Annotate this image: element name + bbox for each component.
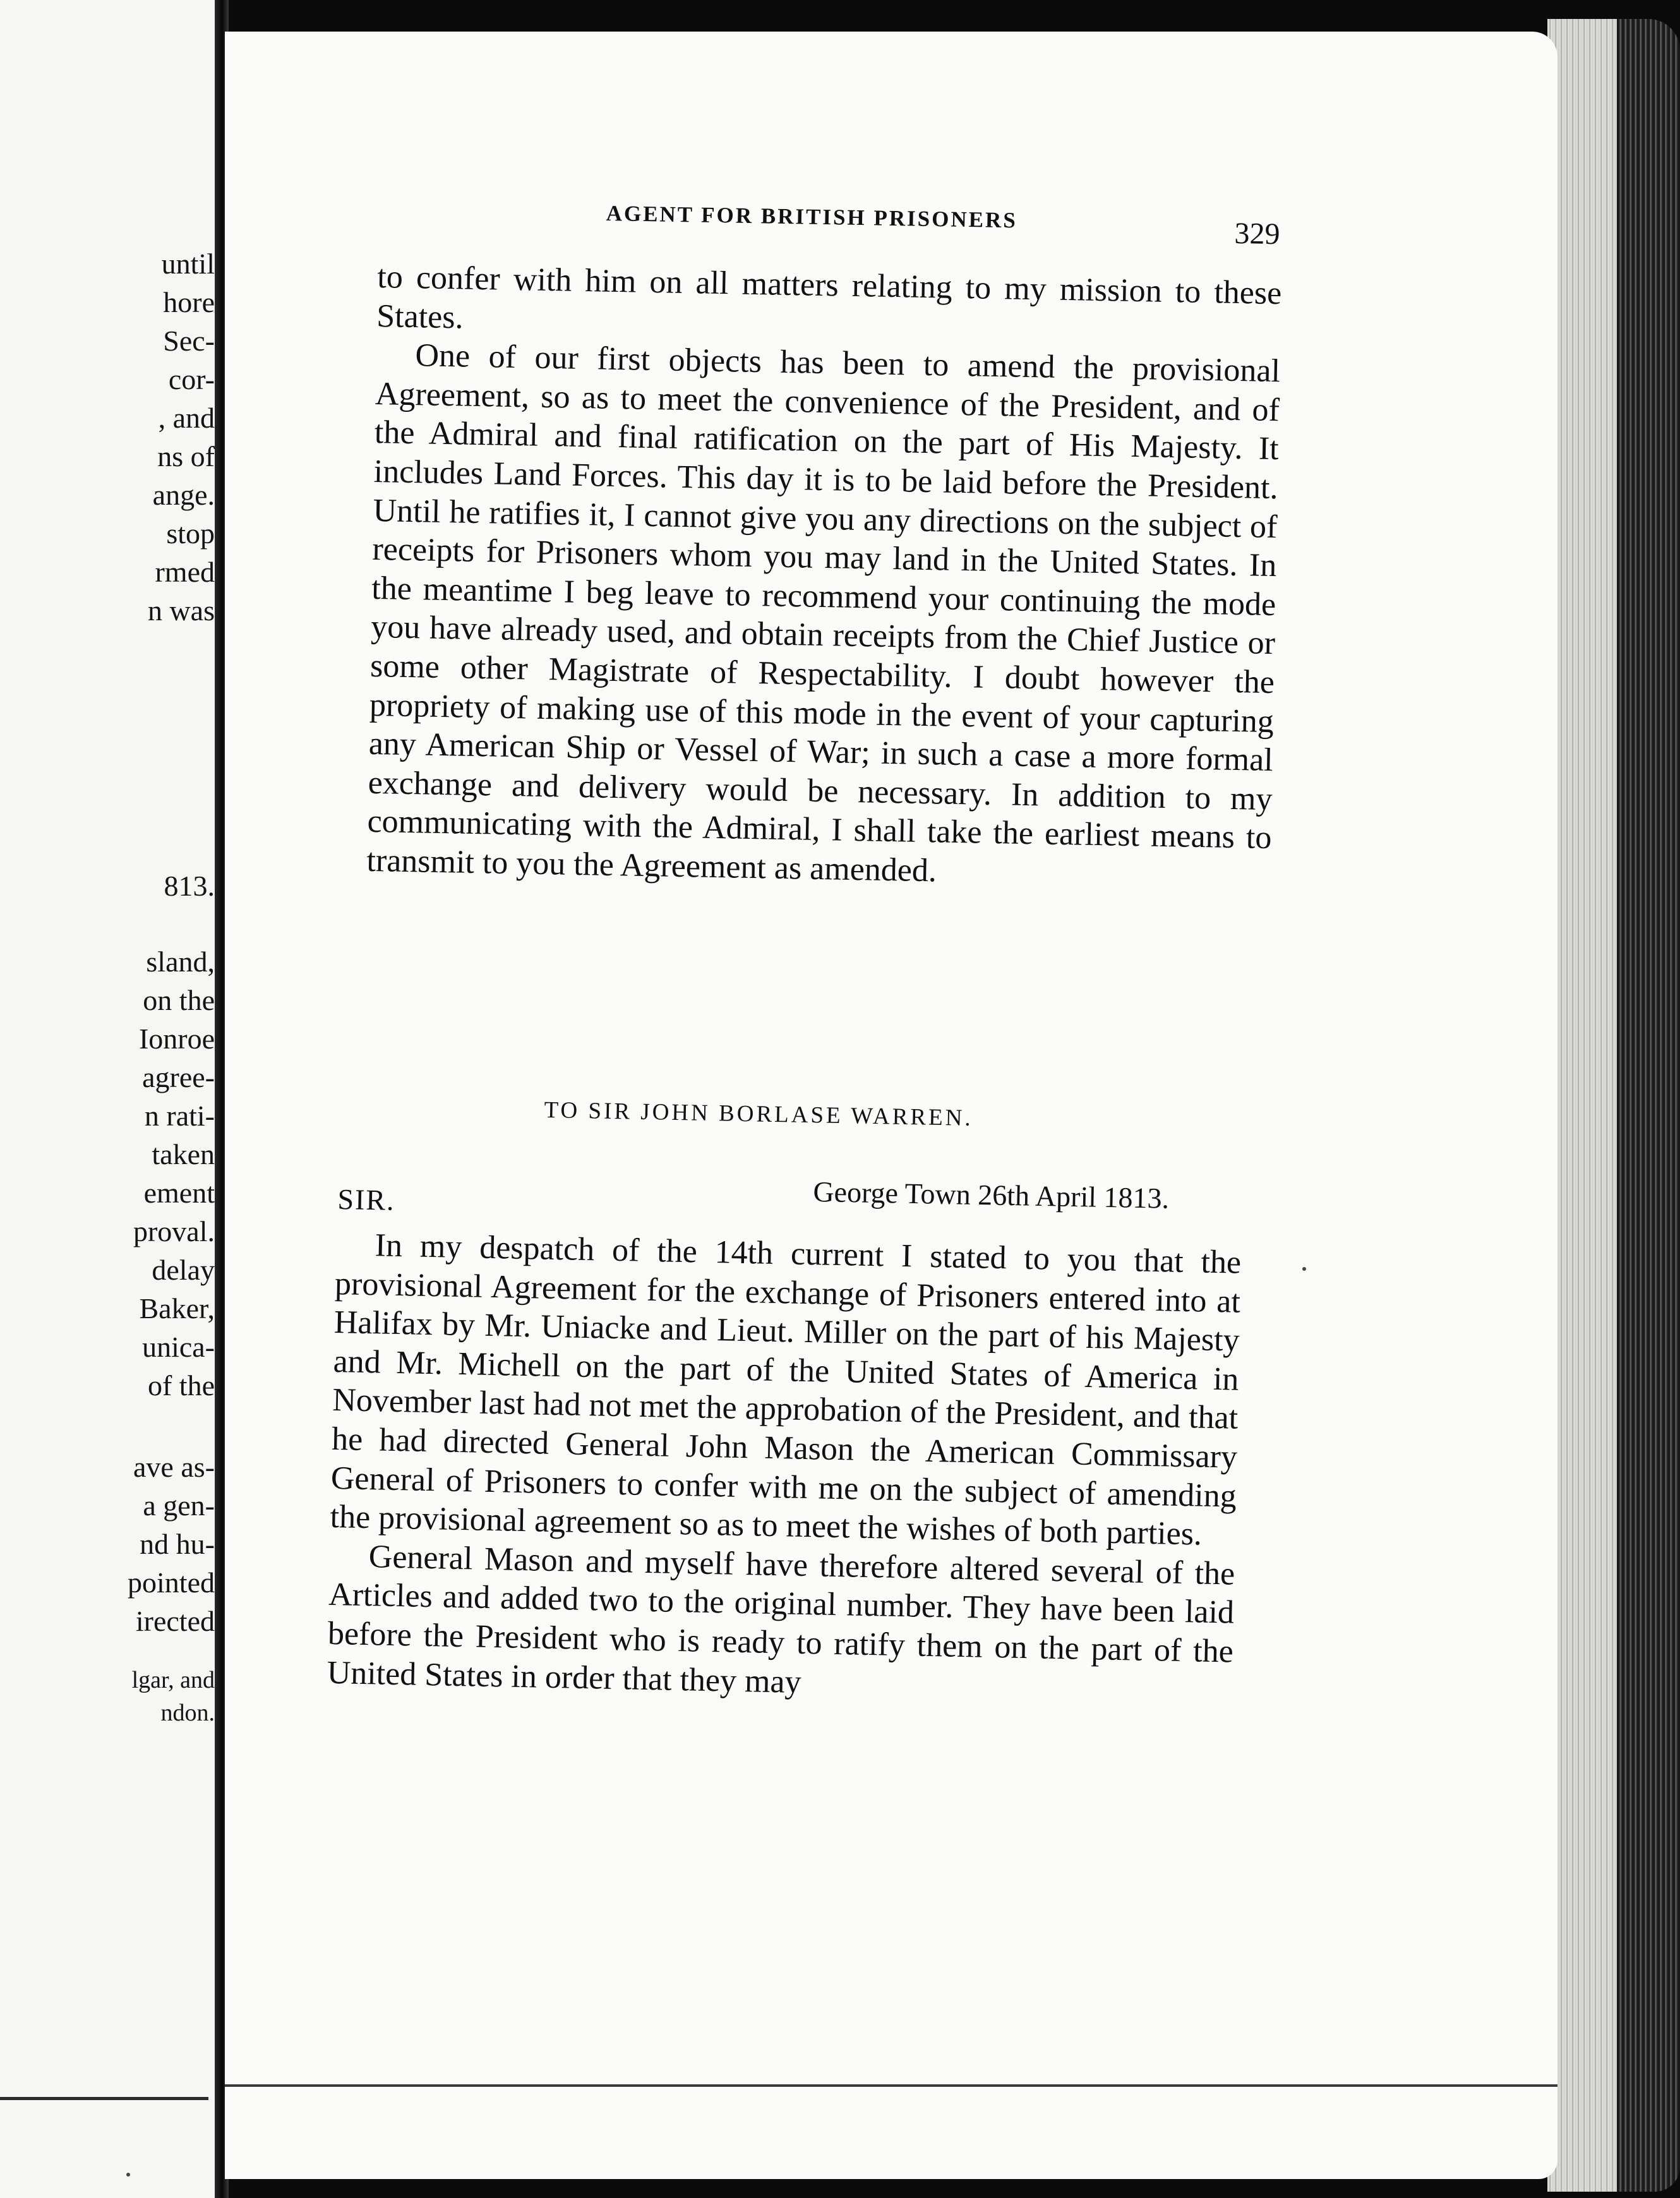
page-number: 329 xyxy=(1234,216,1280,251)
left-page-line: stop xyxy=(166,517,215,550)
left-page-line: ns of xyxy=(157,440,215,472)
letter-paragraph: In my despatch of the 14th current I stated to you that the provisional Agreement for the exchange of Prisoners entered into at Halifax by Mr. Uniacke and Lieut. Miller on the part of his Majesty and Mr. Michell on the part of the United States of America in November last had not met the approbation of the President, and that he had directed General John Mason the American Commissary General of Prisoners to confer with me on the subject of amending the provisional agreement so as to meet the wishes of both parties. xyxy=(330,1227,1242,1552)
left-page-line: ave as- xyxy=(133,1451,215,1483)
letter-heading: TO SIR JOHN BORLASE WARREN. xyxy=(544,1096,974,1132)
left-page-line: taken xyxy=(152,1138,215,1170)
left-page-footnote-line: lgar, and xyxy=(131,1667,215,1693)
left-page-line: until xyxy=(161,248,215,280)
left-page-line: ement xyxy=(143,1177,215,1209)
left-page-line: Sec- xyxy=(163,325,215,357)
left-page-line: ange. xyxy=(152,479,215,511)
left-page-line: proval. xyxy=(133,1215,215,1247)
left-page-line: of the xyxy=(147,1369,215,1402)
left-page-line: unica- xyxy=(142,1331,215,1363)
left-page-line: cor- xyxy=(168,363,215,395)
left-facing-page xyxy=(0,0,221,2198)
left-page-line: sland, xyxy=(146,946,215,978)
left-page-line: Baker, xyxy=(139,1292,215,1324)
left-page-line: Ionroe xyxy=(138,1023,215,1055)
scan-speck xyxy=(126,2173,130,2177)
left-page-line: nd hu- xyxy=(140,1528,215,1560)
left-page-line: pointed xyxy=(128,1566,215,1599)
left-page-line: n was xyxy=(147,594,215,627)
left-page-line: 813. xyxy=(164,870,215,902)
left-page-footnote-line: ndon. xyxy=(160,1700,215,1726)
left-page-line: rmed xyxy=(155,556,215,588)
left-page-line: n rati- xyxy=(144,1100,215,1132)
letter-paragraph: General Mason and myself have therefore altered several of the Articles and added two to the original number. They have been laid before the President who is ready to ratify them on the part of the United States in order that they may xyxy=(327,1538,1235,1700)
book-cover-edge xyxy=(1617,19,1680,2192)
salutation: SIR. xyxy=(337,1182,396,1216)
left-page-line: a gen- xyxy=(143,1489,215,1522)
left-page-line: irected xyxy=(135,1605,215,1637)
left-page-line: , and xyxy=(158,402,215,434)
letter-dateline: George Town 26th April 1813. xyxy=(813,1175,1170,1215)
left-page-line: agree- xyxy=(142,1061,215,1093)
left-page-line: on the xyxy=(143,984,215,1016)
left-page-bottom-rule xyxy=(0,2097,208,2100)
letter-paragraph: One of our first objects has been to amend the provisional Agreement, so as to meet the convenience of the President, and of the Admiral and final ratification on the part of His Majesty. It includes Land Forces. This day it is to be laid before the President. Until he ratifies it, I cannot give you any directions on the subject of receipts for Prisoners whom you may land in the United States. In the meantime I beg leave to recommend your continuing the mode you have already used, and obtain receipts from the Chief Justice or some other Magistrate of Respectability. I doubt however the propriety of making use of this mode in the event of your capturing any American Ship or Vessel of War; in such a case a more formal exchange and delivery would be necessary. In addition to my communicating with the Admiral, I shall take the earliest means to transmit to you the Agreement as amended. xyxy=(366,337,1281,889)
first-letter-text xyxy=(366,258,1282,897)
running-head: AGENT FOR BRITISH PRISONERS xyxy=(606,201,1018,233)
second-letter-text xyxy=(327,1225,1242,1710)
letter-continuation: to confer with him on all matters relating to my mission to these States. xyxy=(376,258,1282,336)
page-bottom-rule xyxy=(225,2084,1557,2087)
left-page-line: delay xyxy=(152,1254,215,1286)
scan-speck xyxy=(1302,1267,1306,1271)
left-page-line: hore xyxy=(163,286,215,318)
